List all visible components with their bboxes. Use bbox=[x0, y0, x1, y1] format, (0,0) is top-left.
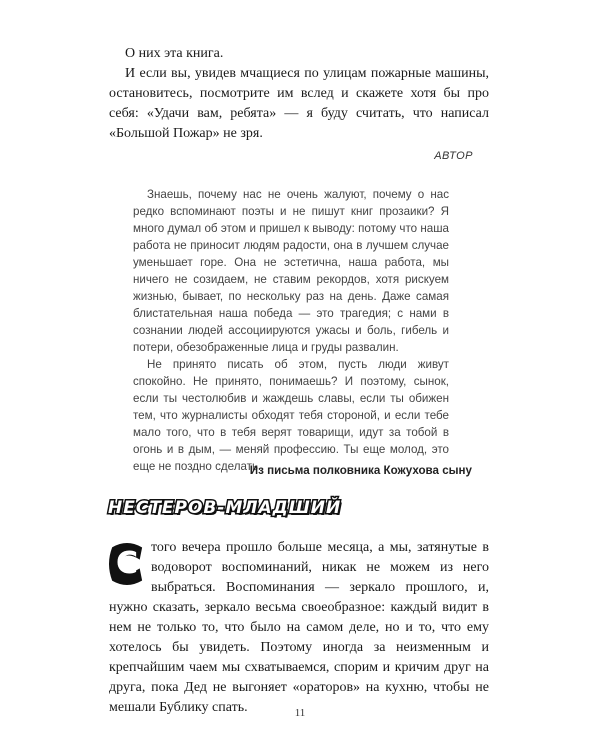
intro-section bbox=[109, 44, 489, 144]
dropcap-graphic bbox=[109, 542, 145, 586]
chapter-title: НЕСТЕРОВ-МЛАДШИЙ bbox=[108, 498, 342, 518]
intro-paragraph-2: И если вы, увидев мчащиеся по улицам пожарные машины, остановитесь, посмотрите им вслед и скажете хотя бы про себя: «Удачи вам, ребята» — я буду считать, что написал «Большой Пожар» не зря. bbox=[109, 66, 489, 141]
page-number: 11 bbox=[294, 707, 306, 719]
epigraph-paragraph-2: Не принято писать об этом, пусть люди живут спокойно. Не принято, понимаешь? И поэтому, сынок, если ты честолюбив и жаждешь славы, если ты обижен тем, что журналисты обходят тебя стороной, и если тебе мало того, что в тебя верят товарищи, идут за тобой в огонь и в дым, — меняй профессию. Ты еще молод, это еще не поздно сделать. bbox=[133, 358, 449, 473]
epigraph-source: Из письма полковника Кожухова сыну bbox=[249, 464, 472, 477]
author-signature: АВТОР bbox=[434, 150, 473, 162]
chapter-body bbox=[109, 538, 489, 718]
epigraph-paragraph-1: Знаешь, почему нас не очень жалуют, почему о нас редко вспоминают поэты и не пишут книг прозаики? Я много думал об этом и пришел к выводу: потому что наша работа не приносит людям радости, она в лучшем случае уменьшает горе. Она не эстетична, наша работа, мы ничего не созидаем, не ставим рекордов, хотя рискуем жизнью, бывает, по нескольку раз на день. Даже самая блистательная наша победа — это трагедия; с нами в сознании людей ассоциируются ужасы и боль, гибель и потери, обезображенные лица и груды развалин. bbox=[133, 188, 449, 354]
dropcap bbox=[109, 542, 145, 586]
chapter-body-text: того вечера прошло больше месяца, а мы, затянутые в водоворот воспоминаний, никак не можем из него выбраться. Воспоминания — зеркало прошлого, и, нужно сказать, зеркало весьма своеобразное: каждый видит в нем не только то, что было на самом деле, но и то, что ему хотелось бы увидеть. Поэтому иногда за неизменным и крепчайшим чаем мы схватываемся, спорим и кричим друг на друга, пока Дед не выгоняет «ораторов» на кухню, чтобы не мешали Бублику спать. bbox=[109, 540, 489, 715]
intro-paragraph-1: О них эта книга. bbox=[125, 46, 224, 61]
epigraph bbox=[133, 186, 449, 475]
dropcap-letter: С bbox=[115, 546, 139, 581]
